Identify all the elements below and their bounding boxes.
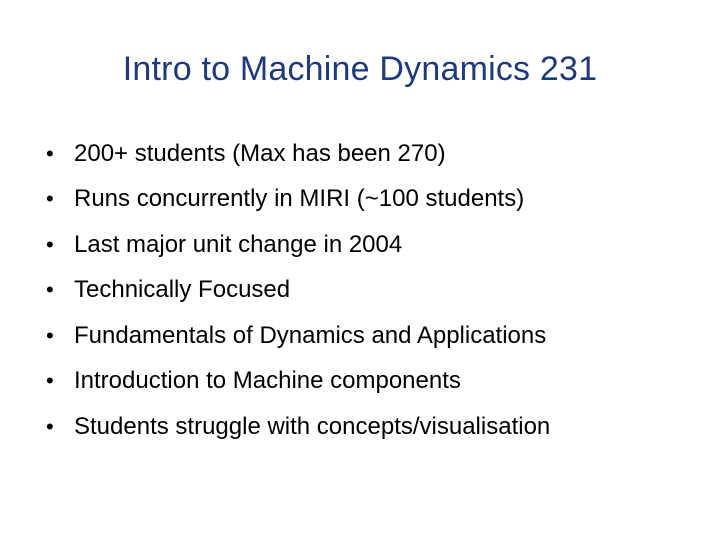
bullet-icon: • [46,368,54,394]
list-item [46,313,706,359]
bullet-text: Runs concurrently in MIRI (~100 students) [74,185,525,213]
bullet-icon: • [46,322,54,348]
bullet-list [46,131,706,450]
list-item [46,404,706,450]
list-item [46,268,706,314]
bullet-icon: • [46,413,54,439]
bullet-text: Fundamentals of Dynamics and Applications [74,321,547,349]
list-item [46,177,706,223]
bullet-text: 200+ students (Max has been 270) [74,139,446,167]
bullet-icon: • [46,186,54,212]
list-item [46,131,706,177]
bullet-text: Technically Focused [74,276,291,304]
bullet-text: Last major unit change in 2004 [74,230,403,258]
slide-title: Intro to Machine Dynamics 231 [122,50,598,88]
bullet-icon: • [46,231,54,257]
bullet-icon: • [46,140,54,166]
bullet-text: Introduction to Machine components [74,367,461,395]
list-item [46,222,706,268]
bullet-text: Students struggle with concepts/visualisation [74,412,551,440]
list-item [46,359,706,405]
bullet-icon: • [46,277,54,303]
